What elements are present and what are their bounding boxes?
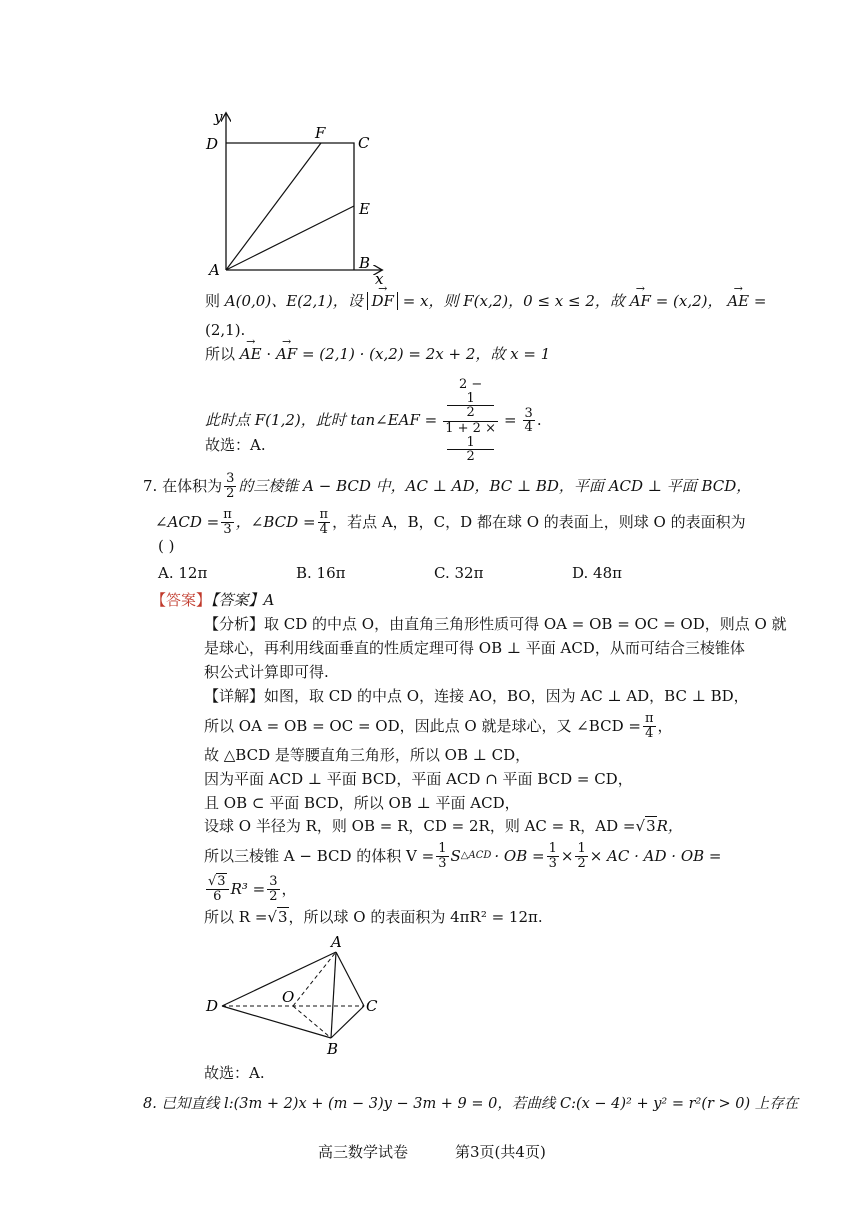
q7-detail-2: 所以 OA = OB = OC = OD，因此点 O 就是球心，又 ∠BCD = $\frac{\pi}{4}$ ，	[204, 711, 673, 741]
q6-line3: 所以 → AE · → AF = (2,1) · (x,2) = 2x + 2，故 x = 1	[205, 347, 550, 362]
label-b: B	[359, 254, 371, 272]
label-d: D	[206, 135, 219, 153]
label-x: x	[375, 270, 384, 288]
label-a: A	[331, 933, 342, 951]
label-d: D	[206, 997, 219, 1015]
edge-da	[222, 952, 336, 1006]
label-c: C	[366, 997, 378, 1015]
q7-option-d: D. 48π	[572, 564, 622, 582]
segment-oa-hidden	[293, 952, 336, 1006]
coordinate-square-figure	[195, 108, 395, 288]
label-e: E	[359, 200, 370, 218]
q7-stem-line2: ∠ACD = $\frac{\pi}{3}$ ，∠BCD = $\frac{\pi}{4}$ ，若点 A，B，C，D 都在球 O 的表面上，则球 O 的表面积为	[155, 507, 746, 537]
q7-analysis-1: 【分析】取 CD 的中点 O，由直角三角形性质可得 OA = OB = OC = OD，则点 O 就	[204, 615, 787, 633]
q7-answer: 【答案】【答案】A	[151, 591, 275, 609]
label-a: A	[209, 261, 220, 279]
footer-page: 第3页(共4页)	[455, 1143, 546, 1161]
square-edges	[226, 143, 354, 270]
q7-answer-blank: ( )	[158, 537, 175, 555]
q7-detail-8: $\frac{√3}{6}$ R³ = $\frac{3}{2}$ ，	[208, 874, 297, 904]
q7-detail-7: 所以三棱锥 A − BCD 的体积 V = $\frac{1}{3}$ S △ACD · OB = $\frac{1}{3}$ × $\frac{1}{2}$ × AC · AD · OB =	[204, 841, 722, 871]
q6-line1: 则 A(0,0)、E(2,1)，设 → DF = x，则 F(x,2)，0 ≤ x ≤ 2，故 → AF = (x,2)， → AE =	[205, 294, 766, 309]
q6-line4: 此时点 F(1,2)，此时 tan∠EAF = 2 − 1 2 1 + 2 × 1 2 = $\frac{3}{4}$ .	[205, 377, 542, 465]
answer-tag: 【答案】	[151, 591, 212, 609]
q7-option-c: C. 32π	[434, 564, 484, 582]
label-f: F	[315, 124, 326, 142]
label-b: B	[327, 1040, 339, 1058]
edge-ac	[336, 952, 364, 1006]
q6-choice: 故选：A.	[205, 436, 266, 454]
footer-title: 高三数学试卷	[318, 1143, 409, 1161]
q7-detail-6: 设球 O 半径为 R，则 OB = R，CD = 2R，则 AC = R，AD =√3R，	[204, 817, 683, 835]
segment-ob-hidden	[293, 1006, 331, 1038]
segment-af	[226, 143, 321, 270]
tetrahedron-figure	[200, 930, 390, 1060]
q7-detail-4: 因为平面 ACD ⊥ 平面 BCD，平面 ACD ∩ 平面 BCD = CD，	[204, 770, 633, 788]
q7-detail-5: 且 OB ⊂ 平面 BCD，所以 OB ⊥ 平面 ACD，	[204, 794, 520, 812]
q8-stem-line1: 8. 已知直线 l:(3m + 2)x + (m − 3)y − 3m + 9 = 0，若曲线 C:(x − 4)² + y² = r²(r > 0) 上存在	[143, 1096, 799, 1112]
q7-analysis-3: 积公式计算即可得.	[204, 663, 329, 681]
label-y: y	[214, 108, 223, 126]
tan-fraction: 2 − 1 2 1 + 2 × 1 2	[445, 377, 496, 465]
q7-choice: 故选：A.	[204, 1064, 265, 1082]
edge-ab	[331, 952, 336, 1038]
q7-option-a: A. 12π	[158, 564, 208, 582]
q7-analysis-2: 是球心，再利用线面垂直的性质定理可得 OB ⊥ 平面 ACD，从而可结合三棱锥体	[204, 639, 745, 657]
q7-stem-line1: 7. 在体积为 $\frac{3}{2}$ 的三棱锥 A − BCD 中，AC ⊥ AD，BC ⊥ BD，平面 ACD ⊥ 平面 BCD，	[143, 471, 752, 501]
q7-detail-9: 所以 R =√3，所以球 O 的表面积为 4πR² = 12π.	[204, 908, 543, 926]
q7-detail-3: 故 △BCD 是等腰直角三角形，所以 OB ⊥ CD，	[204, 746, 531, 764]
edge-bc	[331, 1006, 364, 1038]
q6-line2: (2,1).	[205, 321, 246, 339]
label-o: O	[282, 988, 295, 1006]
q7-option-b: B. 16π	[296, 564, 346, 582]
edge-db	[222, 1006, 331, 1038]
segment-ae	[226, 206, 354, 270]
label-c: C	[358, 134, 370, 152]
q7-detail-1: 【详解】如图，取 CD 的中点 O，连接 AO，BO，因为 AC ⊥ AD，BC ⊥ BD，	[204, 687, 749, 705]
